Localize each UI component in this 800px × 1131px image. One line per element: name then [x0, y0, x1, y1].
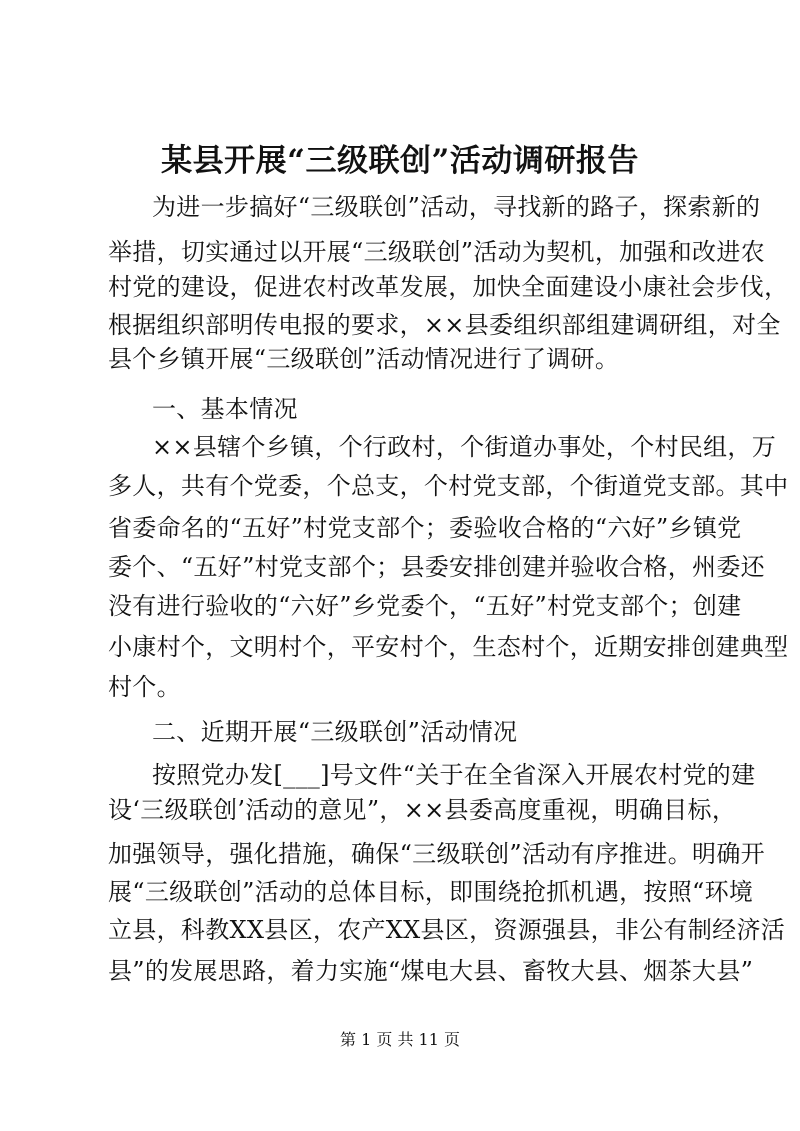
paragraph-line: 加强领导，强化措施，确保“三级联创”活动有序推进。明确开 [108, 840, 765, 868]
section-heading: 一、基本情况 [152, 395, 298, 423]
paragraph-line: 省委命名的“五好”村党支部个；委验收合格的“六好”乡镇党 [108, 514, 742, 542]
paragraph-line: 多人，共有个党委，个总支，个村党支部，个街道党支部。其中 [108, 472, 789, 500]
paragraph-line: 展“三级联创”活动的总体目标，即围绕抢抓机遇，按照“环境 [108, 878, 754, 906]
paragraph-line: 村党的建设，促进农村改革发展，加快全面建设小康社会步伐， [108, 273, 789, 301]
paragraph-line: 根据组织部明传电报的要求，××县委组织部组建调研组，对全 [108, 311, 781, 339]
paragraph-line: 举措，切实通过以开展“三级联创”活动为契机，加强和改进农 [108, 238, 765, 266]
paragraph-line: 村个。 [108, 673, 181, 701]
paragraph-line: 委个、“五好”村党支部个；县委安排创建并验收合格，州委还 [108, 553, 765, 581]
section-heading: 二、近期开展“三级联创”活动情况 [152, 718, 518, 746]
paragraph-line: 县”的发展思路，着力实施“煤电大县、畜牧大县、烟茶大县” [108, 957, 754, 985]
paragraph-line: 立县，科教XX县区，农产XX县区，资源强县，非公有制经济活 [108, 916, 786, 944]
document-title: 某县开展“三级联创”活动调研报告 [161, 143, 639, 179]
paragraph-line: 设‘三级联创’活动的意见”，××县委高度重视，明确目标， [108, 796, 737, 824]
paragraph-line: 按照党办发[___]号文件“关于在全省深入开展农村党的建 [152, 761, 756, 789]
paragraph-line: 县个乡镇开展“三级联创”活动情况进行了调研。 [108, 345, 620, 373]
paragraph-line: 为进一步搞好“三级联创”活动，寻找新的路子，探索新的 [152, 193, 761, 221]
page-footer: 第 1 页 共 11 页 [340, 1030, 460, 1049]
paragraph-line: ××县辖个乡镇，个行政村，个街道办事处，个村民组，万 [152, 433, 777, 461]
paragraph-line: 没有进行验收的“六好”乡党委个，“五好”村党支部个；创建 [108, 592, 742, 620]
paragraph-line: 小康村个，文明村个，平安村个，生态村个，近期安排创建典型 [108, 633, 789, 661]
